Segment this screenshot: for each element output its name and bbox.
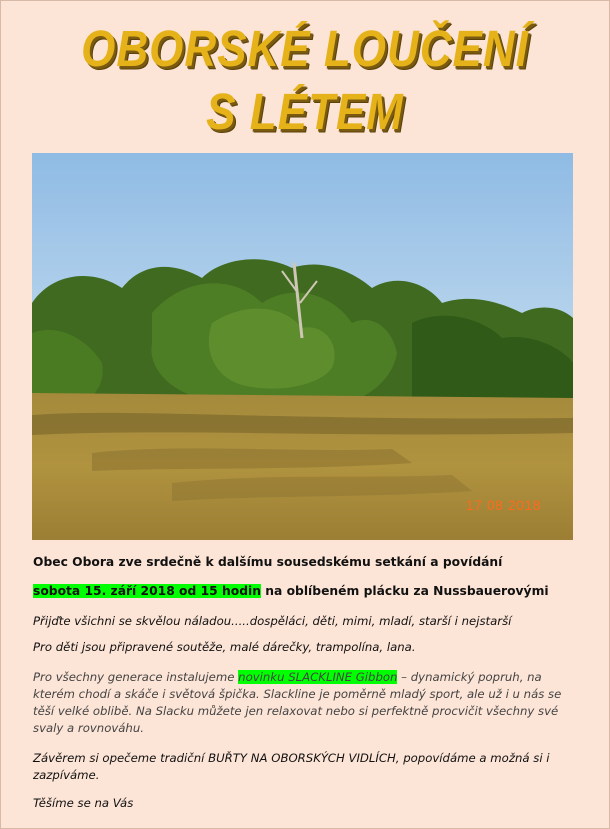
- date-paragraph: [33, 583, 573, 600]
- meadow-landscape-image: [32, 153, 573, 540]
- slackline-intro: Pro všechny generace instalujeme: [33, 670, 239, 684]
- date-location: na oblíbeném plácku za Nussbauerovými: [260, 584, 549, 598]
- slackline-paragraph: [33, 669, 573, 737]
- date-highlight: sobota 15. září 2018 od 15 hodin: [33, 584, 261, 598]
- closing-paragraph: Závěrem si opečeme tradiční BUŘTY NA OBORSKÝCH VIDLÍCH, popovídáme a možná si i zazpíváme.: [33, 751, 550, 782]
- slackline-description: – dynamický popruh, na kterém chodí a skáče i světová špička. Slackline je poměrně mladý sport, ale už i u nás se těší velké oblibě. Na Slacku můžete jen relaxovat nebo si perfektně procvičit všechny své svaly a rovnováhu.: [33, 670, 562, 735]
- title-line-2: S LÉTEM: [206, 84, 404, 141]
- signoff-paragraph: Těšíme se na Vás: [33, 796, 134, 810]
- mood-paragraph: Přijďte všichni se skvělou náladou.....dospěláci, děti, mimi, mladí, starší i nejstarší: [33, 614, 512, 628]
- kids-paragraph: Pro děti jsou připravené soutěže, malé dárečky, trampolína, lana.: [33, 640, 416, 654]
- intro-paragraph: Obec Obora zve srdečně k dalšímu sousedskému setkání a povídání: [33, 555, 503, 569]
- meadow-photo: [32, 153, 573, 540]
- photo-date-stamp: 17 08 2018: [465, 497, 541, 513]
- slackline-highlight: novinku SLACKLINE Gibbon: [238, 670, 398, 684]
- title-line-1: OBORSKÉ LOUČENÍ: [81, 21, 529, 78]
